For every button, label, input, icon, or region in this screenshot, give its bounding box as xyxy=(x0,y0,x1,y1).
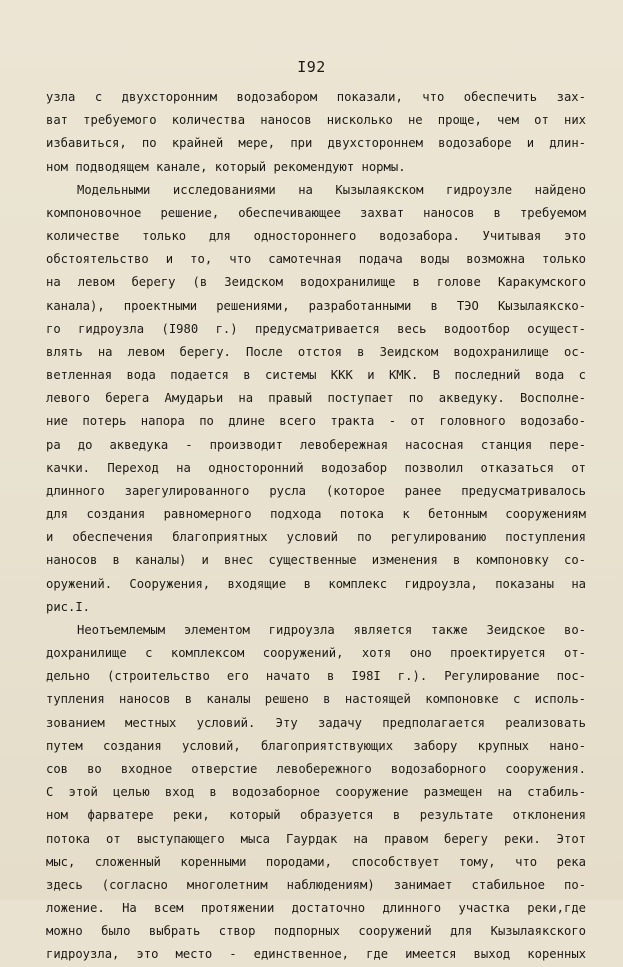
text-line: ложение. На всем протяжении достаточно длинного участка реки,где xyxy=(46,901,586,916)
paragraph-3 xyxy=(46,619,586,967)
paragraph-1 xyxy=(46,86,586,179)
text-line: зованием местных условий. Эту задачу предполагается реализовать xyxy=(46,715,586,730)
text-line: количестве только для одностороннего водозабора. Учитывая это xyxy=(46,229,586,244)
text-line: С этой целью вход в водозаборное сооружение размещен на стабиль- xyxy=(46,785,586,800)
text-line: избавиться, по крайней мере, при двухстороннем водозаборе и длин- xyxy=(46,136,586,151)
page-number: I92 xyxy=(297,58,326,76)
text-line: влять на левом берегу. После отстоя в Зеидском водохранилище ос- xyxy=(46,344,586,359)
text-line: го гидроузла (I980 г.) предусматривается весь водоотбор осущест- xyxy=(46,321,586,336)
text-line: качки. Переход на односторонний водозабор позволил отказаться от xyxy=(46,460,586,475)
text-line: и обеспечения благоприятных условий по регулированию поступления xyxy=(46,530,586,545)
text-line: рис.I. xyxy=(46,599,91,614)
text-line: левого берега Амударьи на правый поступает по акведуку. Восполне- xyxy=(46,391,586,406)
text-line: можно было выбрать створ подпорных сооружений для Кызылаякского xyxy=(46,924,586,939)
text-line: гидроузла, это место - единственное, где имеется выход коренных xyxy=(46,947,586,962)
text-line: потока от выступающего мыса Гаурдак на правом берегу реки. Этот xyxy=(46,831,586,846)
text-line: Модельными исследованиями на Кызылаякском гидроузле найдено xyxy=(77,182,586,197)
text-line: оружений. Сооружения, входящие в комплекс гидроузла, показаны на xyxy=(46,576,586,591)
text-line: наносов в каналы) и внес существенные изменения в компоновку со- xyxy=(46,553,586,568)
text-line: мыс, сложенный коренными породами, способствует тому, что река xyxy=(46,854,586,869)
text-line: ват требуемого количества наносов нисколько не проще, чем от них xyxy=(46,113,586,128)
text-line: ветленная вода подается в системы ККК и КМК. В последний вода с xyxy=(46,368,586,383)
paragraph-2 xyxy=(46,179,586,619)
text-line: обстоятельство и то, что самотечная подача воды возможна только xyxy=(46,252,586,267)
text-line: Неотъемлемым элементом гидроузла является также Зеидское во- xyxy=(77,622,586,637)
text-line: ном фарватере реки, который образуется в результате отклонения xyxy=(46,808,586,823)
text-line: на левом берегу (в Зеидском водохранилище в голове Каракумского xyxy=(46,275,586,290)
text-line: дельно (строительство его начато в I98I г.). Регулирование пос- xyxy=(46,669,586,684)
text-line: для создания равномерного подхода потока к бетонным сооружениям xyxy=(46,507,586,522)
text-line: ном подводящем канале, который рекомендуют нормы. xyxy=(46,159,406,174)
text-line: дохранилище с комплексом сооружений, хотя оно проектируется от- xyxy=(46,646,586,661)
text-line: сов во входное отверстие левобережного водозаборного сооружения. xyxy=(46,761,586,776)
text-line: компоновочное решение, обеспечивающее захват наносов в требуемом xyxy=(46,205,586,220)
text-line: ние потерь напора по длине всего тракта - от головного водозабо- xyxy=(46,414,586,429)
text-line: длинного зарегулированного русла (которое ранее предусматривалось xyxy=(46,483,586,498)
text-line: путем создания условий, благоприятствующих забору крупных нано- xyxy=(46,738,586,753)
body-text xyxy=(46,86,586,967)
text-line: узла с двухсторонним водозабором показали, что обеспечить зах- xyxy=(46,90,586,104)
text-line: тупления наносов в каналы решено в настоящей компоновке с исполь- xyxy=(46,692,586,707)
text-line: ра до акведука - производит левобережная насосная станция пере- xyxy=(46,437,586,452)
text-line: канала), проектными решениями, разработанными в ТЭО Кызылаякско- xyxy=(46,298,586,313)
text-line: здесь (согласно многолетним наблюдениям) занимает стабильное по- xyxy=(46,877,586,892)
